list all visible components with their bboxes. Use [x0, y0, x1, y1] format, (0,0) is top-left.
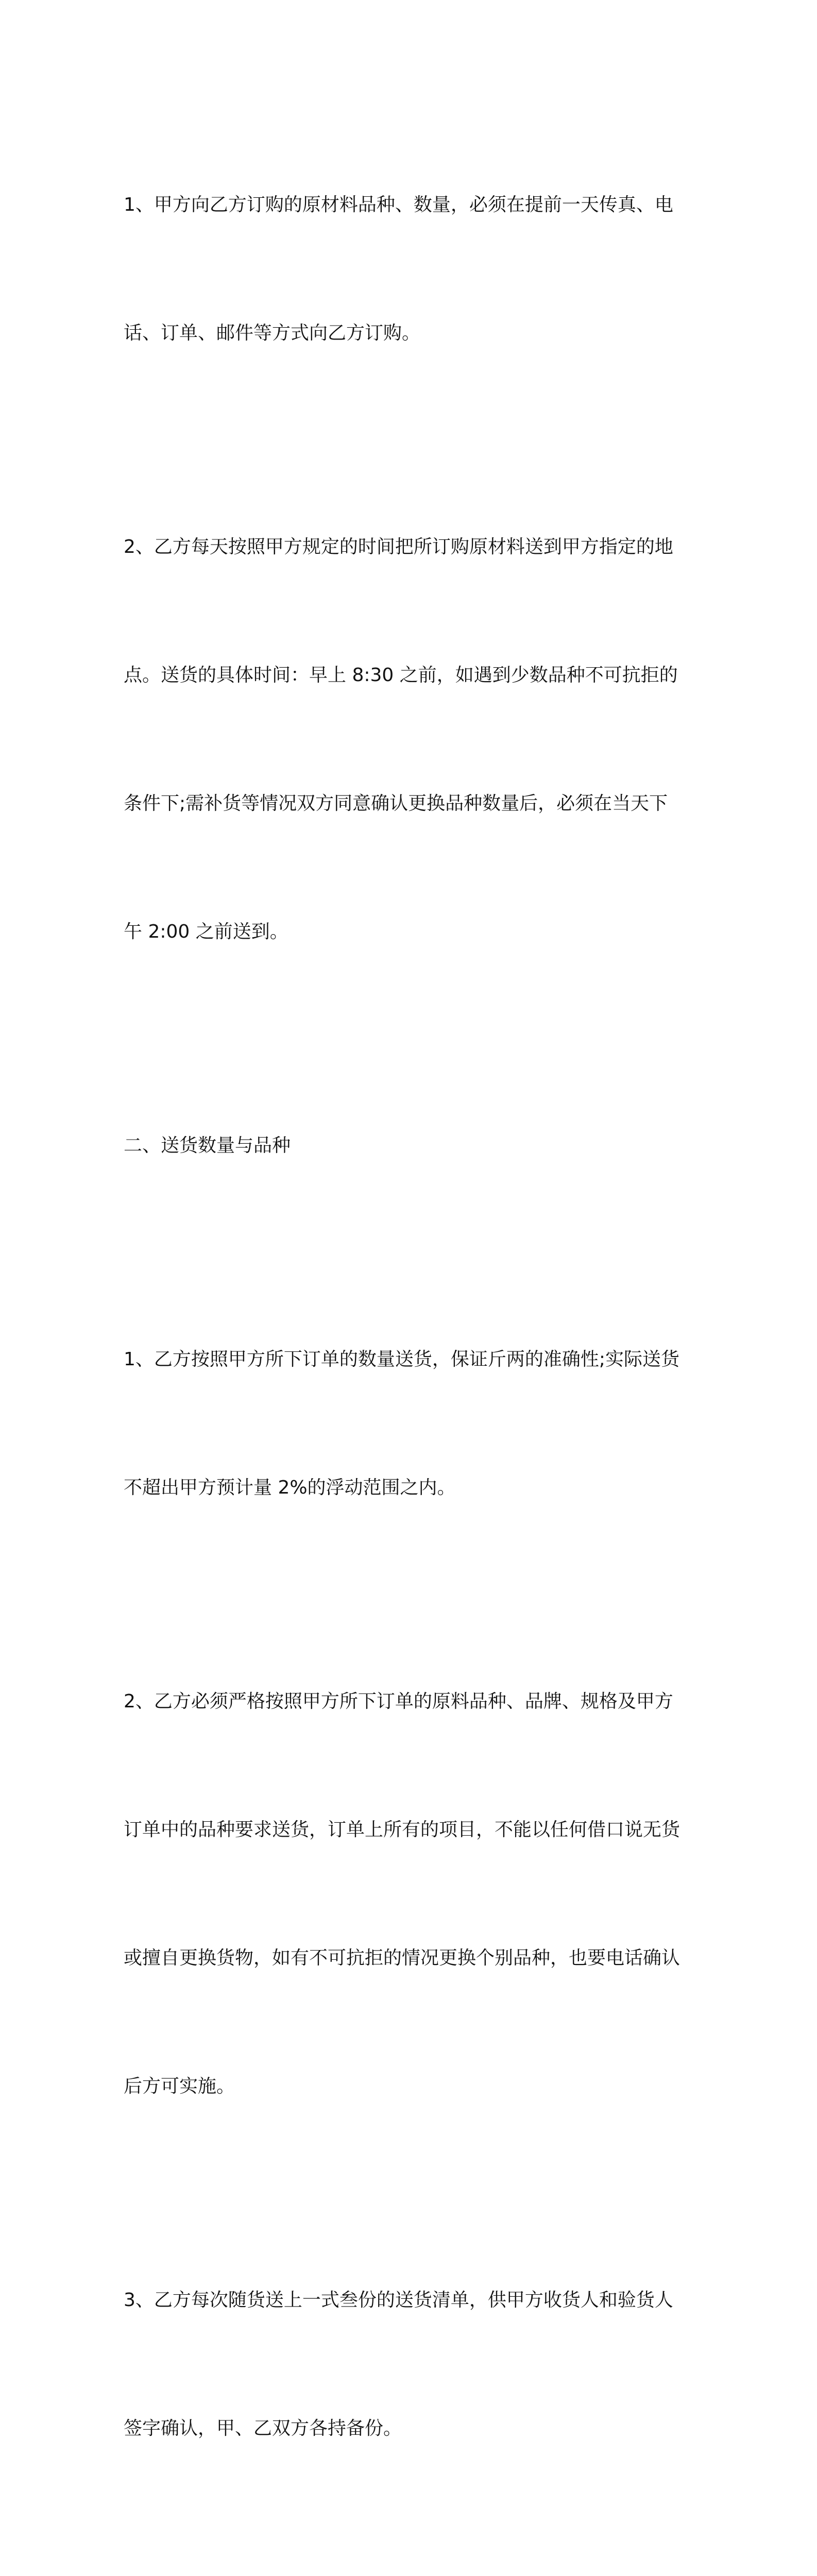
text-line: 后方可实施。 — [124, 2076, 235, 2097]
text-line: 1、乙方按照甲方所下订单的数量送货，保证斤两的准确性;实际送货 — [124, 1349, 680, 1370]
text-line: 2、乙方每天按照甲方规定的时间把所订购原材料送到甲方指定的地 — [124, 536, 673, 557]
heading-text: 二、送货数量与品种 — [124, 1135, 291, 1156]
text-line: 不超出甲方预计量 2%的浮动范围之内。 — [124, 1477, 456, 1498]
text-line: 或擅自更换货物，如有不可抗拒的情况更换个别品种，也要电话确认 — [124, 1947, 680, 1969]
section-heading-quantity — [124, 1039, 706, 1252]
paragraph-delivery-list — [124, 2193, 706, 2535]
paragraph-variety-requirements — [124, 1595, 706, 2193]
text-line: 1、甲方向乙方订购的原材料品种、数量，必须在提前一天传真、电 — [124, 194, 673, 215]
text-line: 点。送货的具体时间：早上 8:30 之前，如遇到少数品种不可抗拒的 — [124, 665, 678, 686]
paragraph-quantity-accuracy — [124, 1252, 706, 1595]
text-line: 订单中的品种要求送货，订单上所有的项目，不能以任何借口说无货 — [124, 1819, 680, 1840]
document-body — [124, 98, 706, 2576]
text-line: 签字确认，甲、乙双方各持备份。 — [124, 2418, 402, 2439]
section-heading-quality — [124, 2535, 706, 2576]
text-line: 话、订单、邮件等方式向乙方订购。 — [124, 323, 421, 344]
text-line: 2、乙方必须严格按照甲方所下订单的原料品种、品牌、规格及甲方 — [124, 1691, 673, 1712]
paragraph-order-method — [124, 98, 706, 440]
paragraph-delivery-time — [124, 440, 706, 1039]
text-line: 条件下;需补货等情况双方同意确认更换品种数量后，必须在当天下 — [124, 793, 668, 814]
text-line: 午 2:00 之前送到。 — [124, 921, 288, 942]
text-line: 3、乙方每次随货送上一式叁份的送货清单，供甲方收货人和验货人 — [124, 2290, 673, 2311]
